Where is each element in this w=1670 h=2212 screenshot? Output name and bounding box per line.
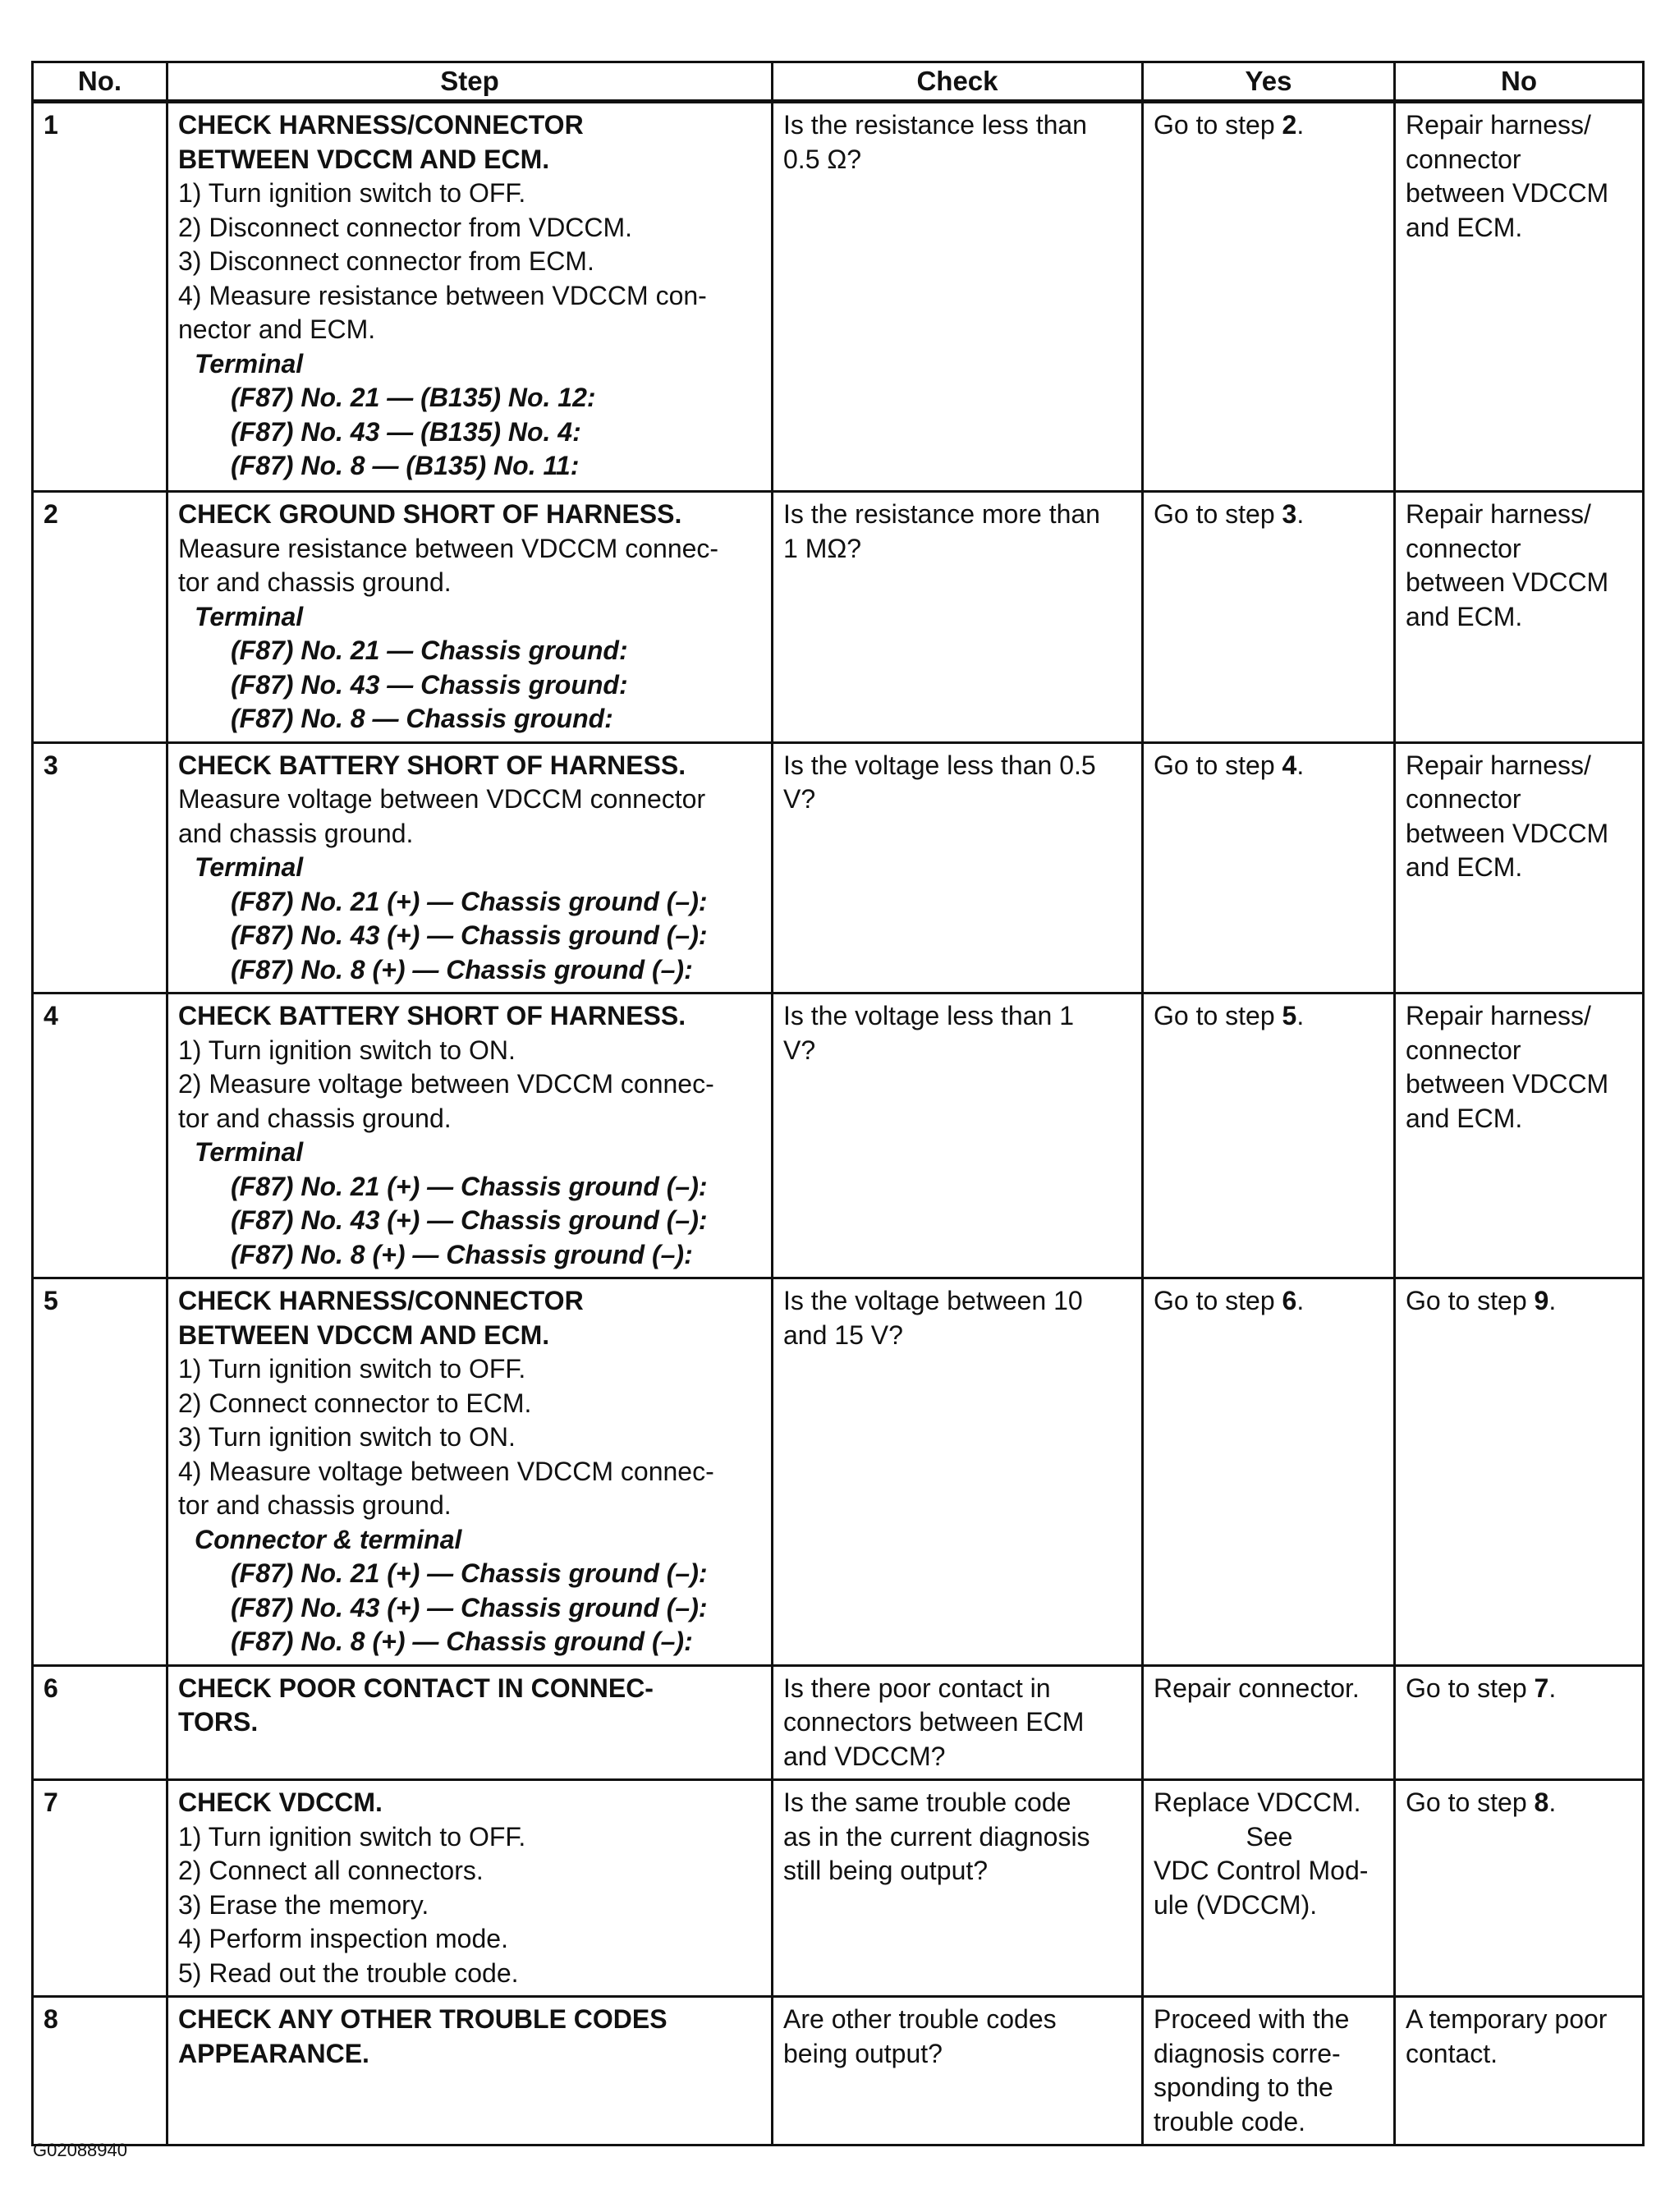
header-no: No. (33, 62, 167, 102)
yes-step-ref: 4 (1282, 750, 1297, 780)
table-row (33, 1997, 1644, 2145)
header-no-action: No (1395, 62, 1644, 102)
table-row (33, 742, 1644, 994)
check-cell (773, 1780, 1143, 1997)
step-instruction: 3) Turn ignition switch to ON. (178, 1422, 516, 1452)
yes-cell (1143, 1997, 1395, 2145)
terminal-spec: (F87) No. 21 (+) — Chassis ground (–): (231, 1558, 708, 1588)
terminal-spec: (F87) No. 21 — (B135) No. 12: (231, 383, 596, 412)
step-number: 3 (33, 742, 167, 994)
step-title: BETWEEN VDCCM AND ECM. (178, 144, 550, 174)
terminal-spec: (F87) No. 21 — Chassis ground: (231, 636, 628, 665)
check-cell (773, 1278, 1143, 1666)
step-instruction: 1) Turn ignition switch to OFF. (178, 178, 526, 208)
step-instruction: nector and ECM. (178, 314, 376, 344)
figure-code: G02088940 (33, 2140, 127, 2160)
yes-cell (1143, 1665, 1395, 1780)
step-number: 1 (33, 102, 167, 492)
no-punct: . (1548, 1673, 1557, 1703)
no-text: Go to step (1406, 1673, 1535, 1703)
check-cell (773, 102, 1143, 492)
yes-punct: . (1296, 750, 1305, 780)
check-text: Is the resistance more than (783, 499, 1100, 529)
yes-text: Go to step (1154, 110, 1282, 140)
terminal-spec: (F87) No. 8 (+) — Chassis ground (–): (231, 954, 693, 984)
step-instruction: tor and chassis ground. (178, 1490, 452, 1520)
no-text: connector (1406, 144, 1521, 174)
step-title: CHECK VDCCM. (178, 1787, 383, 1817)
step-cell (167, 994, 773, 1278)
step-title: CHECK HARNESS/CONNECTOR (178, 1286, 584, 1315)
step-instruction: 4) Measure resistance between VDCCM con- (178, 280, 707, 310)
table-header-row (33, 62, 1644, 102)
no-cell (1395, 1997, 1644, 2145)
check-text: Is there poor contact in (783, 1673, 1051, 1703)
step-instruction: and chassis ground. (178, 818, 414, 848)
yes-step-ref: 2 (1282, 110, 1297, 140)
step-number: 2 (33, 492, 167, 743)
step-instruction: Measure resistance between VDCCM connec- (178, 533, 719, 563)
yes-step-ref: 6 (1282, 1286, 1297, 1315)
no-cell (1395, 742, 1644, 994)
terminal-spec: (F87) No. 21 (+) — Chassis ground (–): (231, 1171, 708, 1201)
terminal-spec: (F87) No. 21 (+) — Chassis ground (–): (231, 886, 708, 916)
terminal-label: Terminal (195, 601, 304, 631)
table-row (33, 1278, 1644, 1666)
terminal-label: Connector & terminal (195, 1524, 462, 1554)
no-punct: . (1548, 1286, 1557, 1315)
step-instruction: 3) Disconnect connector from ECM. (178, 246, 594, 276)
step-number: 7 (33, 1780, 167, 1997)
check-text: and VDCCM? (783, 1741, 946, 1771)
no-text: between VDCCM (1406, 567, 1609, 597)
step-cell (167, 742, 773, 994)
step-title: APPEARANCE. (178, 2038, 369, 2068)
terminal-spec: (F87) No. 43 — (B135) No. 4: (231, 416, 581, 447)
check-text: Is the resistance less than (783, 110, 1087, 140)
step-instruction: tor and chassis ground. (178, 1103, 452, 1133)
yes-text: Replace VDCCM. (1154, 1787, 1361, 1817)
yes-cell (1143, 1780, 1395, 1997)
step-number: 6 (33, 1665, 167, 1780)
step-title: CHECK HARNESS/CONNECTOR (178, 110, 584, 140)
terminal-label: Terminal (195, 348, 304, 379)
yes-cell (1143, 994, 1395, 1278)
yes-text: Go to step (1154, 1286, 1282, 1315)
yes-cell (1143, 492, 1395, 743)
step-instruction: 1) Turn ignition switch to ON. (178, 1035, 516, 1065)
check-cell (773, 1997, 1143, 2145)
no-text: between VDCCM (1406, 1069, 1609, 1099)
yes-step-ref: 5 (1282, 1001, 1297, 1030)
yes-text: trouble code. (1154, 2106, 1306, 2136)
check-text: 0.5 Ω? (783, 144, 862, 174)
yes-text: sponding to the (1154, 2072, 1333, 2102)
no-text: and ECM. (1406, 601, 1523, 631)
step-instruction: 3) Erase the memory. (178, 1889, 429, 1920)
yes-punct: . (1296, 110, 1305, 140)
terminal-spec: (F87) No. 43 (+) — Chassis ground (–): (231, 920, 708, 950)
check-text: Is the voltage less than 1 (783, 1001, 1074, 1030)
step-number: 4 (33, 994, 167, 1278)
step-cell (167, 492, 773, 743)
check-cell (773, 742, 1143, 994)
check-text: Is the voltage less than 0.5 (783, 750, 1096, 780)
yes-cell (1143, 102, 1395, 492)
step-instruction: 5) Read out the trouble code. (178, 1957, 519, 1988)
yes-text: Go to step (1154, 1001, 1282, 1030)
table-row (33, 1780, 1644, 1997)
yes-text: Proceed with the (1154, 2004, 1350, 2034)
step-title: CHECK POOR CONTACT IN CONNEC- (178, 1673, 654, 1703)
no-cell (1395, 1278, 1644, 1666)
step-title: TORS. (178, 1707, 259, 1737)
terminal-spec: (F87) No. 8 (+) — Chassis ground (–): (231, 1627, 693, 1656)
yes-text: Repair connector. (1154, 1673, 1360, 1703)
step-cell (167, 1278, 773, 1666)
table-row (33, 492, 1644, 743)
no-cell (1395, 994, 1644, 1278)
check-text: Is the voltage between 10 (783, 1286, 1083, 1315)
check-text: connectors between ECM (783, 1707, 1085, 1737)
terminal-spec: (F87) No. 43 — Chassis ground: (231, 669, 628, 700)
check-text: still being output? (783, 1856, 989, 1885)
no-text: Repair harness/ (1406, 750, 1591, 780)
table-row (33, 1665, 1644, 1780)
yes-cell (1143, 1278, 1395, 1666)
step-title: CHECK GROUND SHORT OF HARNESS. (178, 499, 682, 529)
step-cell (167, 102, 773, 492)
check-text: 1 MΩ? (783, 533, 862, 563)
header-yes: Yes (1143, 62, 1395, 102)
check-text: being output? (783, 2038, 943, 2068)
yes-text: VDC Control Mod- (1154, 1856, 1369, 1885)
no-text: connector (1406, 1035, 1521, 1065)
terminal-label: Terminal (195, 1137, 304, 1167)
no-text: and ECM. (1406, 852, 1523, 882)
yes-text: Go to step (1154, 750, 1282, 780)
table-row (33, 102, 1644, 492)
yes-punct: . (1296, 1001, 1305, 1030)
yes-text: ule (VDCCM). (1154, 1889, 1318, 1920)
terminal-spec: (F87) No. 8 — Chassis ground: (231, 704, 613, 733)
check-text: V? (783, 1035, 816, 1065)
no-step-ref: 9 (1534, 1286, 1549, 1315)
no-cell (1395, 492, 1644, 743)
step-title: CHECK BATTERY SHORT OF HARNESS. (178, 1001, 686, 1030)
no-text: Go to step (1406, 1787, 1535, 1817)
check-text: Is the same trouble code (783, 1787, 1071, 1817)
check-text: V? (783, 784, 816, 814)
step-instruction: 4) Perform inspection mode. (178, 1924, 508, 1953)
no-text: contact. (1406, 2038, 1498, 2068)
no-cell (1395, 1780, 1644, 1997)
no-text: between VDCCM (1406, 178, 1609, 208)
no-text: connector (1406, 533, 1521, 563)
check-cell (773, 492, 1143, 743)
no-text: Go to step (1406, 1286, 1535, 1315)
yes-punct: . (1296, 499, 1305, 529)
step-cell (167, 1665, 773, 1780)
no-punct: . (1548, 1787, 1557, 1817)
header-check: Check (773, 62, 1143, 102)
step-instruction: 2) Measure voltage between VDCCM connec- (178, 1069, 714, 1099)
yes-punct: . (1296, 1286, 1305, 1315)
step-instruction: 2) Connect connector to ECM. (178, 1388, 532, 1418)
step-title: BETWEEN VDCCM AND ECM. (178, 1319, 550, 1350)
diagnosis-table-container (31, 61, 1642, 2146)
no-step-ref: 7 (1534, 1673, 1549, 1703)
yes-text: Go to step (1154, 499, 1282, 529)
check-text: and 15 V? (783, 1319, 903, 1350)
diagnosis-table (31, 61, 1645, 2146)
see-reference: See (1246, 1821, 1293, 1852)
step-number: 5 (33, 1278, 167, 1666)
step-instruction: 2) Disconnect connector from VDCCM. (178, 212, 633, 242)
step-instruction: 1) Turn ignition switch to OFF. (178, 1354, 526, 1384)
yes-step-ref: 3 (1282, 499, 1297, 529)
step-instruction: 1) Turn ignition switch to OFF. (178, 1821, 526, 1852)
terminal-spec: (F87) No. 43 (+) — Chassis ground (–): (231, 1592, 708, 1622)
table-row (33, 994, 1644, 1278)
no-text: and ECM. (1406, 1103, 1523, 1133)
step-instruction: 2) Connect all connectors. (178, 1856, 484, 1885)
header-step: Step (167, 62, 773, 102)
yes-text: diagnosis corre- (1154, 2038, 1341, 2068)
terminal-label: Terminal (195, 852, 304, 882)
no-text: A temporary poor (1406, 2004, 1608, 2034)
step-title: CHECK ANY OTHER TROUBLE CODES (178, 2004, 668, 2034)
no-text: connector (1406, 784, 1521, 814)
no-cell (1395, 102, 1644, 492)
check-cell (773, 1665, 1143, 1780)
check-text: Are other trouble codes (783, 2004, 1057, 2034)
no-text: Repair harness/ (1406, 110, 1591, 140)
step-instruction: Measure voltage between VDCCM connector (178, 784, 706, 814)
step-title: CHECK BATTERY SHORT OF HARNESS. (178, 750, 686, 780)
step-instruction: 4) Measure voltage between VDCCM connec- (178, 1456, 714, 1486)
step-number: 8 (33, 1997, 167, 2145)
step-instruction: tor and chassis ground. (178, 567, 452, 597)
yes-cell (1143, 742, 1395, 994)
no-text: Repair harness/ (1406, 499, 1591, 529)
check-text: as in the current diagnosis (783, 1821, 1090, 1852)
step-cell (167, 1997, 773, 2145)
no-text: between VDCCM (1406, 818, 1609, 848)
terminal-spec: (F87) No. 43 (+) — Chassis ground (–): (231, 1205, 708, 1235)
step-cell (167, 1780, 773, 1997)
no-step-ref: 8 (1534, 1787, 1549, 1817)
terminal-spec: (F87) No. 8 (+) — Chassis ground (–): (231, 1239, 693, 1269)
no-cell (1395, 1665, 1644, 1780)
no-text: Repair harness/ (1406, 1001, 1591, 1030)
no-text: and ECM. (1406, 212, 1523, 242)
terminal-spec: (F87) No. 8 — (B135) No. 11: (231, 451, 580, 480)
check-cell (773, 994, 1143, 1278)
